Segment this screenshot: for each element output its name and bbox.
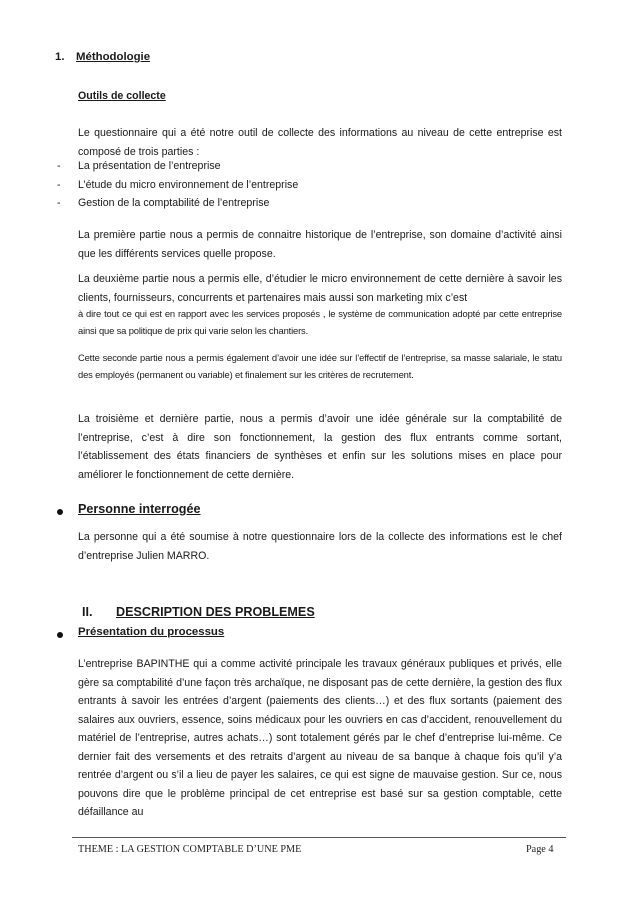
subsection-title: Outils de collecte <box>78 90 166 102</box>
list-dash: - <box>57 197 61 209</box>
section2-number: II. <box>82 605 93 619</box>
process-heading: Présentation du processus <box>78 626 225 638</box>
section2-title: DESCRIPTION DES PROBLEMES <box>116 605 315 619</box>
paragraph-second-part-cont: à dire tout ce qui est en rapport avec les services proposés , le système de communication adopté par cette entreprise ainsi que sa politique de prix qui varie selon les chantiers. <box>78 308 562 337</box>
bullet-icon <box>57 632 63 638</box>
list-item: La présentation de l’entreprise <box>78 160 221 172</box>
person-paragraph: La personne qui a été soumise à notre questionnaire lors de la collecte des informations est le chef d’entreprise Julien MARRO. <box>78 531 562 562</box>
process-paragraph: L’entreprise BAPINTHE qui a comme activité principale les travaux généraux publiques et privés, elle gère sa comptabilité d’une façon très archaïque, ne disposant pas de cette dernière, la gestion des flux entrants à savoir les entrées d’argent (paiements des clients…) et des flux sortants (paiement des salaires aux ouvriers, essence, soins médicaux pour les ouvriers en cas d’accident, renouvellement du matériel de l’entreprise, autres achats…) sont totalement gérés par le chef d’entreprise lui-même. Ce dernier fait des versements et des retraits d’argent au niveau de sa banque à chaque fois qu’il y’a rentrée d’argent ou s’il a lieu de payer les salaires, ce qui est signe de mauvaise gestion. Sur ce, nous pouvons dire que le problème principal de cet entreprise est basé sur sa gestion comptable, cette défaillance au <box>78 658 562 818</box>
section-title: Méthodologie <box>76 51 151 63</box>
paragraph-second-part: La deuxième partie nous a permis elle, d’étudier le micro environnement de cette dernière à savoir les clients, fournisseurs, concurrents et partenaires mais aussi son marketing mix c’est <box>78 273 562 304</box>
list-item: Gestion de la comptabilité de l’entreprise <box>78 197 270 209</box>
list-dash: - <box>57 179 61 191</box>
paragraph-third-part: La troisième et dernière partie, nous a permis d’avoir une idée générale sur la comptabilité de l’entreprise, c’est à dire son fonctionnement, la gestion des flux entrants comme sortant, l’établissement des états financiers de synthèses et enfin sur les solutions mises en place pour améliorer le fonctionnement de cette dernière. <box>78 413 562 481</box>
list-item: L’étude du micro environnement de l’entreprise <box>78 179 299 191</box>
bullet-icon <box>57 509 63 515</box>
footer-theme: THEME : LA GESTION COMPTABLE D’UNE PME <box>78 844 302 855</box>
list-dash: - <box>57 160 61 172</box>
person-heading: Personne interrogée <box>78 502 201 516</box>
footer-divider <box>72 837 566 838</box>
section-number: 1. <box>55 51 65 63</box>
paragraph-second-part-detail: Cette seconde partie nous a permis également d’avoir une idée sur l’effectif de l’entreprise, sa masse salariale, le statu des employés (permanent ou variable) et finalement sur les critères de recrutement. <box>78 352 562 381</box>
paragraph-first-part: La première partie nous a permis de connaitre historique de l’entreprise, son domaine d’activité ainsi que les différents services quelle propose. <box>78 229 562 260</box>
intro-paragraph: Le questionnaire qui a été notre outil de collecte des informations au niveau de cette entreprise est composé de trois parties : <box>78 127 562 158</box>
page-number: Page 4 <box>526 844 554 855</box>
